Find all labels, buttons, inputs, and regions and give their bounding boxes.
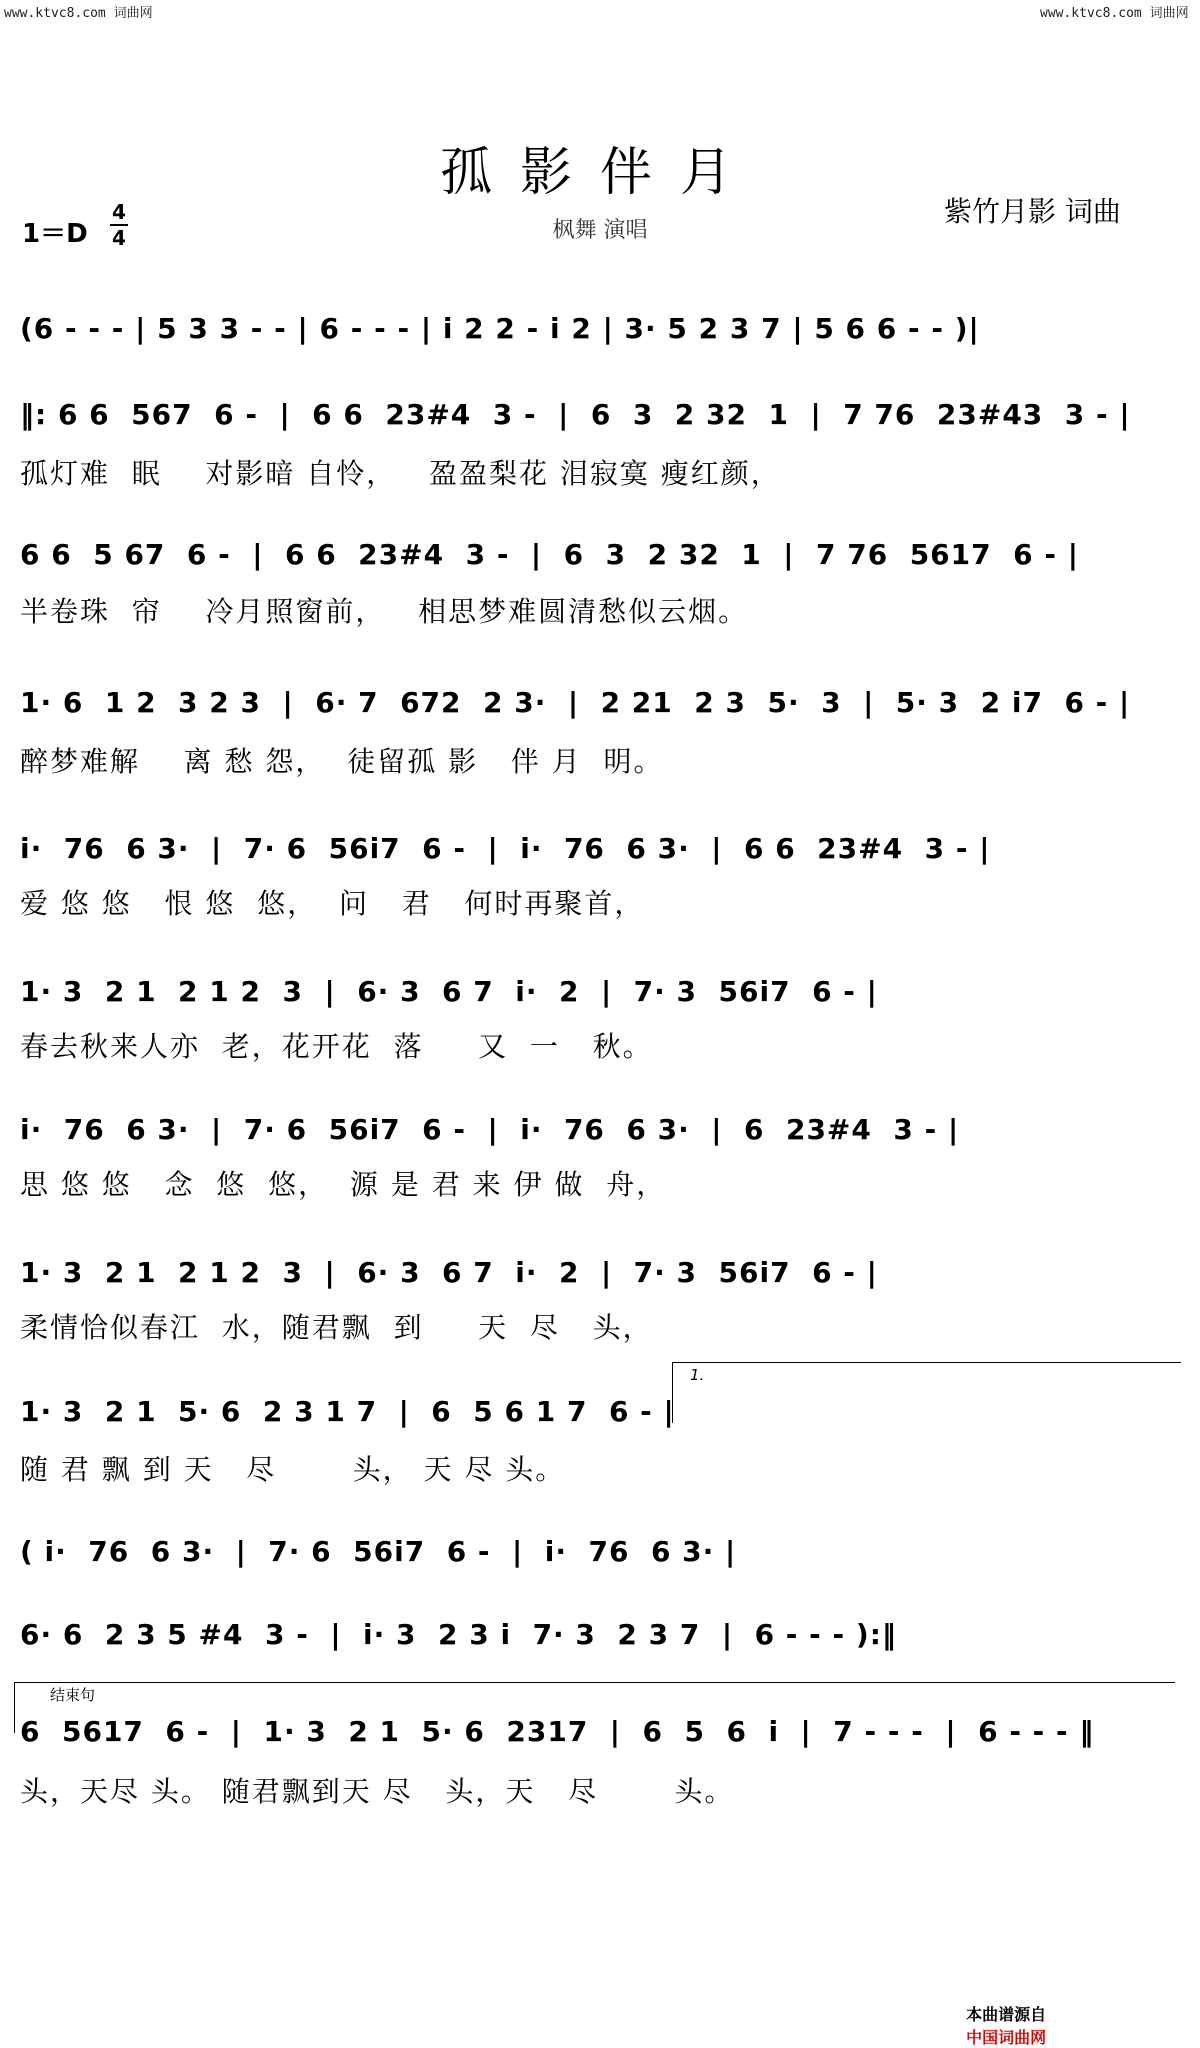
watermark-right: www.ktvc8.com 词曲网 — [1040, 6, 1189, 21]
score-section-8-lyrics: 随 君 飘 到 天 尽 头， 天 尽 头。 — [20, 1453, 566, 1486]
key-signature: 1＝D — [22, 219, 88, 249]
score-intro: (6 - - - | 5 3 3 - - | 6 - - - | i 2 2 - i 2 | 3· 5 2 3 7 | 5 6 6 - - )| — [20, 312, 980, 345]
volta-1-label: 1. — [690, 1366, 705, 1384]
score-section-4-lyrics: 爱 悠 悠 恨 悠 悠， 问 君 何时再聚首， — [20, 887, 645, 920]
time-signature-top: 4 — [112, 200, 126, 224]
singer-credit: 枫舞 演唱 — [552, 218, 648, 243]
score-section-9-notes: ( i· 76 6 3· | 7· 6 56i7 6 - | i· 76 6 3· | — [20, 1535, 737, 1568]
score-section-7-lyrics: 柔情恰似春江 水，随君飘 到 天 尽 头， — [20, 1311, 653, 1344]
score-section-11-notes: 6 5617 6 - | 1· 3 2 1 5· 6 2317 | 6 5 6 i | 7 - - - | 6 - - - ‖ — [20, 1715, 1095, 1748]
score-section-7-notes: 1· 3 2 1 2 1 2 3 | 6· 3 6 7 i· 2 | 7· 3 56i7 6 - | — [20, 1256, 878, 1289]
score-section-5-lyrics: 春去秋来人亦 老，花开花 落 又 一 秋。 — [20, 1030, 653, 1063]
score-section-2-notes: 6 6 5 67 6 - | 6 6 23#4 3 - | 6 3 2 32 1 | 7 76 5617 6 - | — [20, 538, 1079, 571]
score-section-8-notes: 1· 3 2 1 5· 6 2 3 1 7 | 6 5 6 1 7 6 - | — [20, 1395, 675, 1428]
score-section-1-lyrics: 孤灯难 眠 对影暗 自怜， 盈盈梨花 泪寂寞 瘦红颜， — [20, 457, 781, 490]
time-signature-bottom: 4 — [112, 226, 126, 250]
score-section-10-notes: 6· 6 2 3 5 #4 3 - | i· 3 2 3 i 7· 3 2 3 7 | 6 - - - ):‖ — [20, 1618, 897, 1651]
composer-credit: 紫竹月影 词曲 — [944, 195, 1121, 228]
footer-credit — [955, 1983, 1046, 2048]
score-section-6-lyrics: 思 悠 悠 念 悠 悠， 源 是 君 来 伊 做 舟， — [20, 1168, 667, 1201]
score-section-4-notes: i· 76 6 3· | 7· 6 56i7 6 - | i· 76 6 3· | 6 6 23#4 3 - | — [20, 832, 991, 865]
score-section-3-notes: 1· 6 1 2 3 2 3 | 6· 7 672 2 3· | 2 21 2 3 5· 3 | 5· 3 2 i7 6 - | — [20, 686, 1131, 719]
footer-site-link[interactable]: 中国词曲网 — [966, 2028, 1047, 2047]
score-section-11-lyrics: 头，天尽 头。 随君飘到天 尽 头，天 尽 头。 — [20, 1775, 735, 1808]
watermark-left: www.ktvc8.com 词曲网 — [4, 6, 153, 21]
ending-label: 结束句 — [50, 1686, 96, 1704]
footer-source: 本曲谱源自 — [966, 2005, 1047, 2024]
score-section-1-notes: ‖: 6 6 567 6 - | 6 6 23#4 3 - | 6 3 2 32 1 | 7 76 23#43 3 - | — [20, 398, 1131, 431]
score-section-5-notes: 1· 3 2 1 2 1 2 3 | 6· 3 6 7 i· 2 | 7· 3 56i7 6 - | — [20, 975, 878, 1008]
song-title: 孤影伴月 — [439, 143, 760, 203]
score-section-6-notes: i· 76 6 3· | 7· 6 56i7 6 - | i· 76 6 3· | 6 23#4 3 - | — [20, 1113, 960, 1146]
score-section-2-lyrics: 半卷珠 帘 冷月照窗前， 相思梦难圆清愁似云烟。 — [20, 595, 749, 628]
score-section-3-lyrics: 醉梦难解 离 愁 怨， 徒留孤 影 伴 月 明。 — [20, 745, 664, 778]
